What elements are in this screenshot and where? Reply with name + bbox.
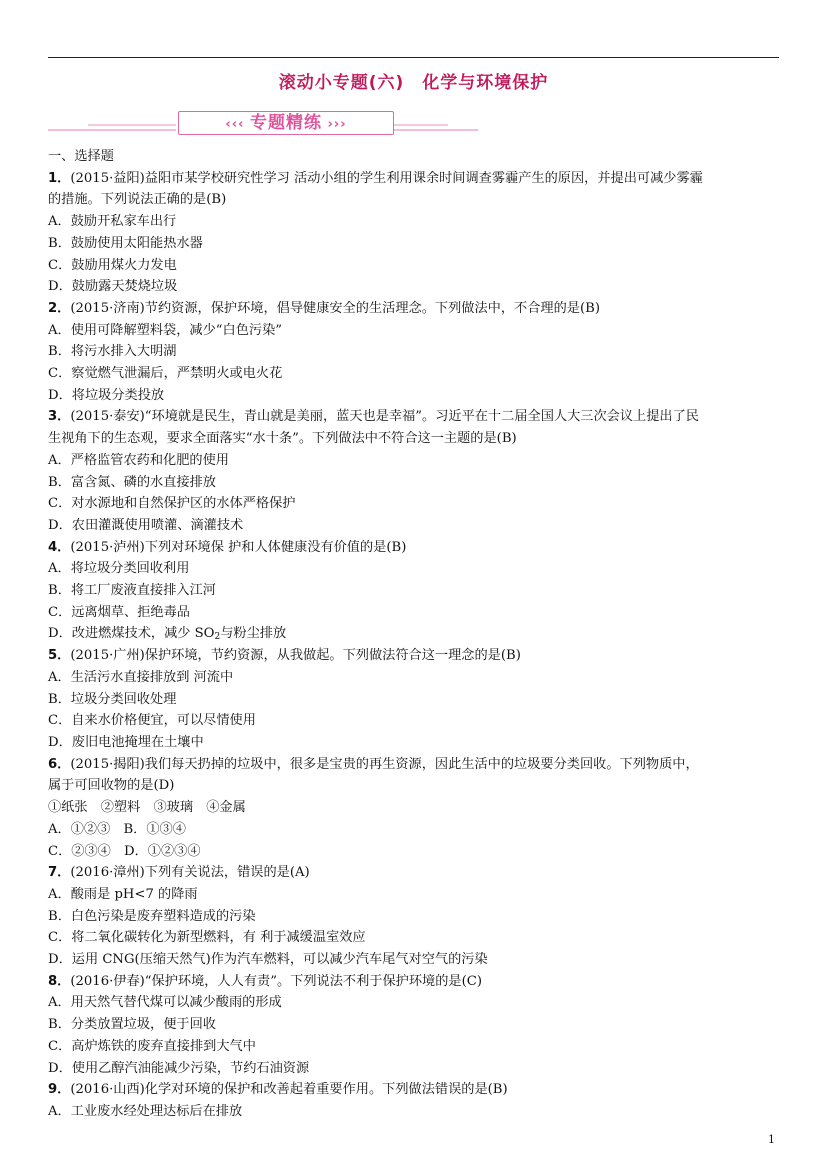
question-stem-continued: ①纸张 ②塑料 ③玻璃 ④金属 <box>48 800 246 816</box>
answer-option: D．鼓励露天焚烧垃圾 <box>48 279 178 295</box>
answer-option: D．农田灌溉使用喷灌、滴灌技术 <box>48 517 244 533</box>
answer-option: B．鼓励使用太阳能热水器 <box>48 235 203 251</box>
answer-option: A．生活污水直接排放到 河流中 <box>48 669 234 685</box>
question-stem-continued: 属于可回收物的是(D) <box>48 778 175 794</box>
page-title: 滚动小专题(六) 化学与环境保护 <box>278 73 549 93</box>
question-stem <box>48 406 783 428</box>
question-number: 2． <box>48 300 71 316</box>
question-number: 8． <box>48 973 71 989</box>
answer-option: A．用天然气替代煤可以减少酸雨的形成 <box>48 995 282 1011</box>
banner-chevrons-left: ‹‹‹ <box>225 117 250 132</box>
question-list <box>48 146 783 1123</box>
question-stem-continued: 生视角下的生态观，要求全面落实“水十条”。下列做法中不符合这一主题的是(B) <box>48 431 517 447</box>
question-stem <box>48 298 783 320</box>
section-heading: 一、选择题 <box>48 149 114 164</box>
answer-option: C．对水源地和自然保护区的水体严格保护 <box>48 496 296 512</box>
question-stem <box>48 862 783 884</box>
answer-option: C．鼓励用煤火力发电 <box>48 257 177 273</box>
question-number: 7． <box>48 865 71 881</box>
question-text: (2016·山西)化学对环境的保护和改善起着重要作用。下列做法错误的是(B) <box>70 1082 508 1098</box>
question-number: 4． <box>48 539 71 555</box>
banner-text <box>179 112 393 136</box>
question-number: 5． <box>48 648 71 664</box>
question-stem <box>48 971 783 993</box>
question-text: (2015·济南)节约资源，保护环境，倡导健康安全的生活理念。下列做法中，不合理的是(B) <box>70 300 600 316</box>
answer-option: A．严格监管农药和化肥的使用 <box>48 452 229 468</box>
header-rule <box>48 57 779 58</box>
question-text: (2016·漳州)下列有关说法，错误的是(A) <box>70 865 310 881</box>
question-stem <box>48 537 783 559</box>
question-text: (2015·泰安)“环境就是民生，青山就是美丽，蓝天也是幸福”。习近平在十二届全国人大三次会议上提出了民 <box>70 409 699 425</box>
question-text: (2015·益阳)益阳市某学校研究性学习 活动小组的学生利用课余时间调查雾霾产生的原因，并提出可减少雾霾 <box>70 170 703 186</box>
answer-option: C．高炉炼铁的废弃直接排到大气中 <box>48 1038 256 1054</box>
question-number: 9． <box>48 1082 71 1098</box>
questions <box>48 168 783 1123</box>
answer-option <box>48 623 783 645</box>
answer-option: A．酸雨是 pH<7 的降雨 <box>48 886 198 902</box>
answer-option: C．将二氧化碳转化为新型燃料，有 利于减缓温室效应 <box>48 930 366 946</box>
banner-box <box>178 111 394 135</box>
answer-option: B．将工厂废液直接排入江河 <box>48 583 216 599</box>
question-4 <box>48 537 783 646</box>
question-9 <box>48 1079 783 1122</box>
option-part-pre: D．改进燃煤技术，减少 SO <box>48 626 215 642</box>
answer-option: A．工业废水经处理达标后在排放 <box>48 1103 243 1119</box>
answer-option: C．远离烟草、拒绝毒品 <box>48 604 190 620</box>
answer-option: C．自来水价格便宜，可以尽情使用 <box>48 713 256 729</box>
question-3 <box>48 406 783 536</box>
answer-option: B．富含氮、磷的水直接排放 <box>48 474 216 490</box>
question-stem <box>48 645 783 667</box>
question-stem <box>48 754 783 776</box>
page-number: 1 <box>768 1133 775 1146</box>
answer-option: A．将垃圾分类回收利用 <box>48 561 190 577</box>
question-5 <box>48 645 783 754</box>
answer-option: D．运用 CNG(压缩天然气)作为汽车燃料，可以减少汽车尾气对空气的污染 <box>48 952 488 968</box>
question-stem-continued: 的措施。下列说法正确的是(B) <box>48 192 227 208</box>
answer-option: D．废旧电池掩埋在土壤中 <box>48 734 204 750</box>
answer-option: B．垃圾分类回收处理 <box>48 691 177 707</box>
question-stem <box>48 1079 783 1101</box>
banner-label: 专题精练 <box>250 113 322 133</box>
answer-option: A．鼓励开私家车出行 <box>48 214 177 230</box>
question-stem <box>48 168 783 190</box>
answer-option: D．将垃圾分类投放 <box>48 387 165 403</box>
section-banner <box>48 108 478 138</box>
option-part-post: 与粉尘排放 <box>220 626 287 642</box>
answer-option: A．使用可降解塑料袋，减少“白色污染” <box>48 322 283 338</box>
question-number: 1． <box>48 170 71 186</box>
banner-chevrons-right: ››› <box>322 117 347 132</box>
question-text: (2015·揭阳)我们每天扔掉的垃圾中，很多是宝贵的再生资源，因此生活中的垃圾要分类回收。下列物质中， <box>70 756 699 772</box>
question-2 <box>48 298 783 407</box>
answer-option: D．使用乙醇汽油能减少污染，节约石油资源 <box>48 1060 310 1076</box>
answer-option: B．白色污染是废弃塑料造成的污染 <box>48 908 256 924</box>
question-8 <box>48 971 783 1080</box>
question-text: (2015·广州)保护环境，节约资源，从我做起。下列做法符合这一理念的是(B) <box>70 648 521 664</box>
question-number: 3． <box>48 409 71 425</box>
question-number: 6． <box>48 756 71 772</box>
answer-option: B．将污水排入大明湖 <box>48 344 177 360</box>
question-text: (2015·泸州)下列对环境保 护和人体健康没有价值的是(B) <box>70 539 407 555</box>
question-7 <box>48 862 783 971</box>
question-1 <box>48 168 783 298</box>
answer-option: A．①②③ B．①③④ <box>48 821 186 837</box>
answer-option: C．察觉燃气泄漏后，严禁明火或电火花 <box>48 366 283 382</box>
answer-option: C．②③④ D．①②③④ <box>48 843 201 859</box>
question-text: (2016·伊春)“保护环境，人人有责”。下列说法不利于保护环境的是(C) <box>70 973 482 989</box>
answer-option: B．分类放置垃圾，便于回收 <box>48 1017 216 1033</box>
question-6 <box>48 754 783 863</box>
option-part-sub: 2 <box>214 632 221 643</box>
